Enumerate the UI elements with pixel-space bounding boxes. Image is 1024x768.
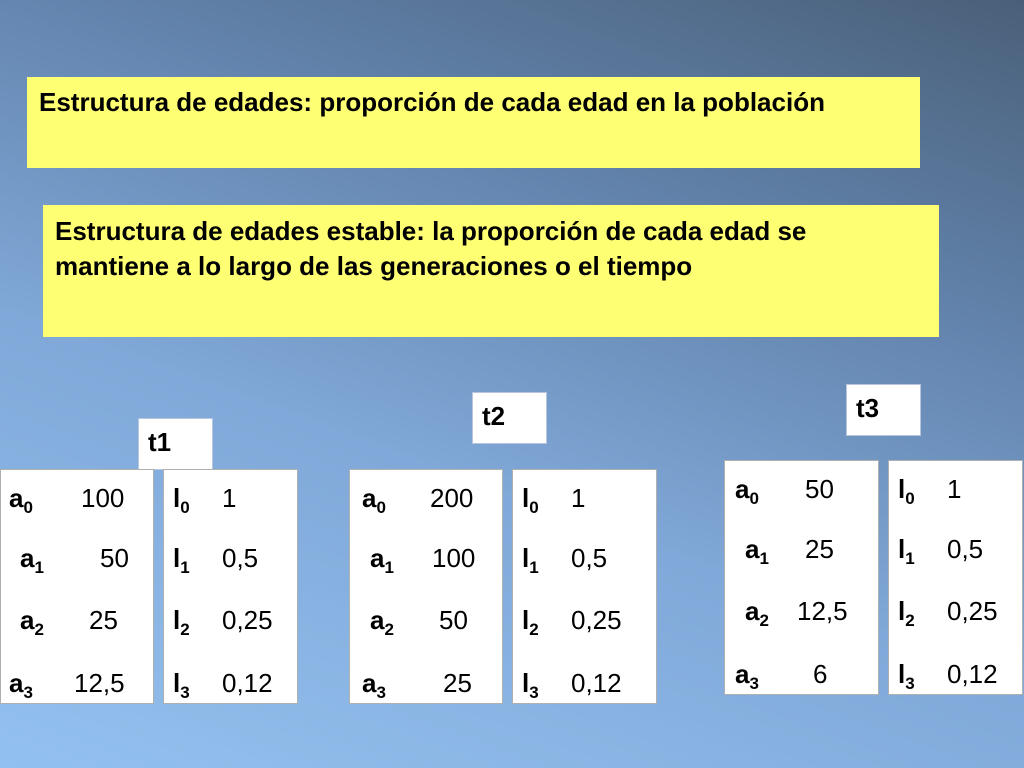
survival-label: $l_1$ — [173, 543, 190, 577]
table-row — [513, 663, 656, 703]
table-row — [1, 538, 153, 578]
table-row — [725, 654, 878, 694]
survival-label: $l_0$ — [522, 483, 539, 517]
survival-label: $l_3$ — [173, 668, 190, 702]
age-table-t3 — [724, 460, 879, 695]
survival-value: 0,25 — [571, 605, 622, 635]
survival-value: 0,25 — [222, 605, 273, 635]
age-class-value: 50 — [100, 543, 129, 573]
age-class-label: $a_3$ — [362, 668, 386, 702]
survival-label: $l_2$ — [173, 605, 190, 639]
survival-value: 0,5 — [222, 543, 259, 573]
time-label-t2: t2 — [472, 392, 547, 444]
survival-label: $l_1$ — [898, 534, 915, 568]
survival-value: 1 — [571, 483, 586, 513]
table-row — [725, 591, 878, 631]
age-class-label: $a_2$ — [20, 605, 44, 639]
age-class-label: $a_1$ — [20, 543, 44, 577]
age-class-label: $a_1$ — [745, 534, 769, 568]
age-class-label: $a_1$ — [370, 543, 394, 577]
survival-value: 0,12 — [222, 668, 273, 698]
survival-label: $l_2$ — [522, 605, 539, 639]
definition-text: Estructura de edades estable: la proporción de cada edad se mantiene a lo largo de las generaciones o el tiempo — [55, 216, 807, 281]
survival-value: 1 — [222, 483, 237, 513]
age-class-label: $a_0$ — [362, 483, 386, 517]
survival-label: $l_2$ — [898, 596, 915, 630]
age-class-value: 25 — [443, 668, 472, 698]
survival-label: $l_3$ — [898, 659, 915, 693]
survival-label: $l_0$ — [898, 474, 915, 508]
age-class-value: 12,5 — [74, 668, 125, 698]
survival-value: 0,5 — [571, 543, 608, 573]
table-row — [889, 469, 1022, 509]
time-label-t1: t1 — [138, 418, 213, 470]
table-row — [164, 663, 297, 703]
age-class-label: $a_0$ — [735, 474, 759, 508]
age-table-t1 — [0, 469, 154, 704]
table-row — [725, 529, 878, 569]
definition-banner-stable-age-structure — [43, 205, 939, 337]
survival-value: 1 — [947, 474, 962, 504]
age-class-value: 6 — [813, 659, 828, 689]
survival-label: $l_1$ — [522, 543, 539, 577]
table-row — [164, 478, 297, 518]
age-class-value: 200 — [430, 483, 474, 513]
table-row — [164, 538, 297, 578]
table-row — [350, 538, 502, 578]
age-class-value: 25 — [89, 605, 118, 635]
age-class-value: 100 — [432, 543, 476, 573]
survival-table-t2 — [512, 469, 657, 704]
table-row — [889, 591, 1022, 631]
survival-table-t3 — [888, 460, 1023, 695]
survival-value: 0,12 — [571, 668, 622, 698]
table-row — [725, 469, 878, 509]
table-row — [1, 663, 153, 703]
definition-text: Estructura de edades: proporción de cada edad en la población — [39, 87, 825, 117]
table-row — [164, 600, 297, 640]
age-class-label: $a_2$ — [745, 596, 769, 630]
survival-label: $l_3$ — [522, 668, 539, 702]
table-row — [1, 600, 153, 640]
time-label-t3: t3 — [846, 384, 921, 436]
age-class-value: 50 — [439, 605, 468, 635]
age-class-value: 25 — [805, 534, 834, 564]
age-class-label: $a_2$ — [370, 605, 394, 639]
age-class-label: $a_3$ — [735, 659, 759, 693]
table-row — [889, 654, 1022, 694]
table-row — [513, 600, 656, 640]
table-row — [350, 478, 502, 518]
table-row — [1, 478, 153, 518]
table-row — [889, 529, 1022, 569]
age-class-label: $a_0$ — [9, 483, 33, 517]
age-class-value: 50 — [805, 474, 834, 504]
table-row — [350, 663, 502, 703]
survival-value: 0,5 — [947, 534, 984, 564]
survival-value: 0,12 — [947, 659, 998, 689]
survival-label: $l_0$ — [173, 483, 190, 517]
table-row — [513, 538, 656, 578]
age-class-value: 100 — [81, 483, 125, 513]
table-row — [513, 478, 656, 518]
survival-table-t1 — [163, 469, 298, 704]
age-table-t2 — [349, 469, 503, 704]
definition-banner-age-structure — [27, 77, 920, 168]
table-row — [350, 600, 502, 640]
age-class-label: $a_3$ — [9, 668, 33, 702]
age-class-value: 12,5 — [797, 596, 848, 626]
survival-value: 0,25 — [947, 596, 998, 626]
